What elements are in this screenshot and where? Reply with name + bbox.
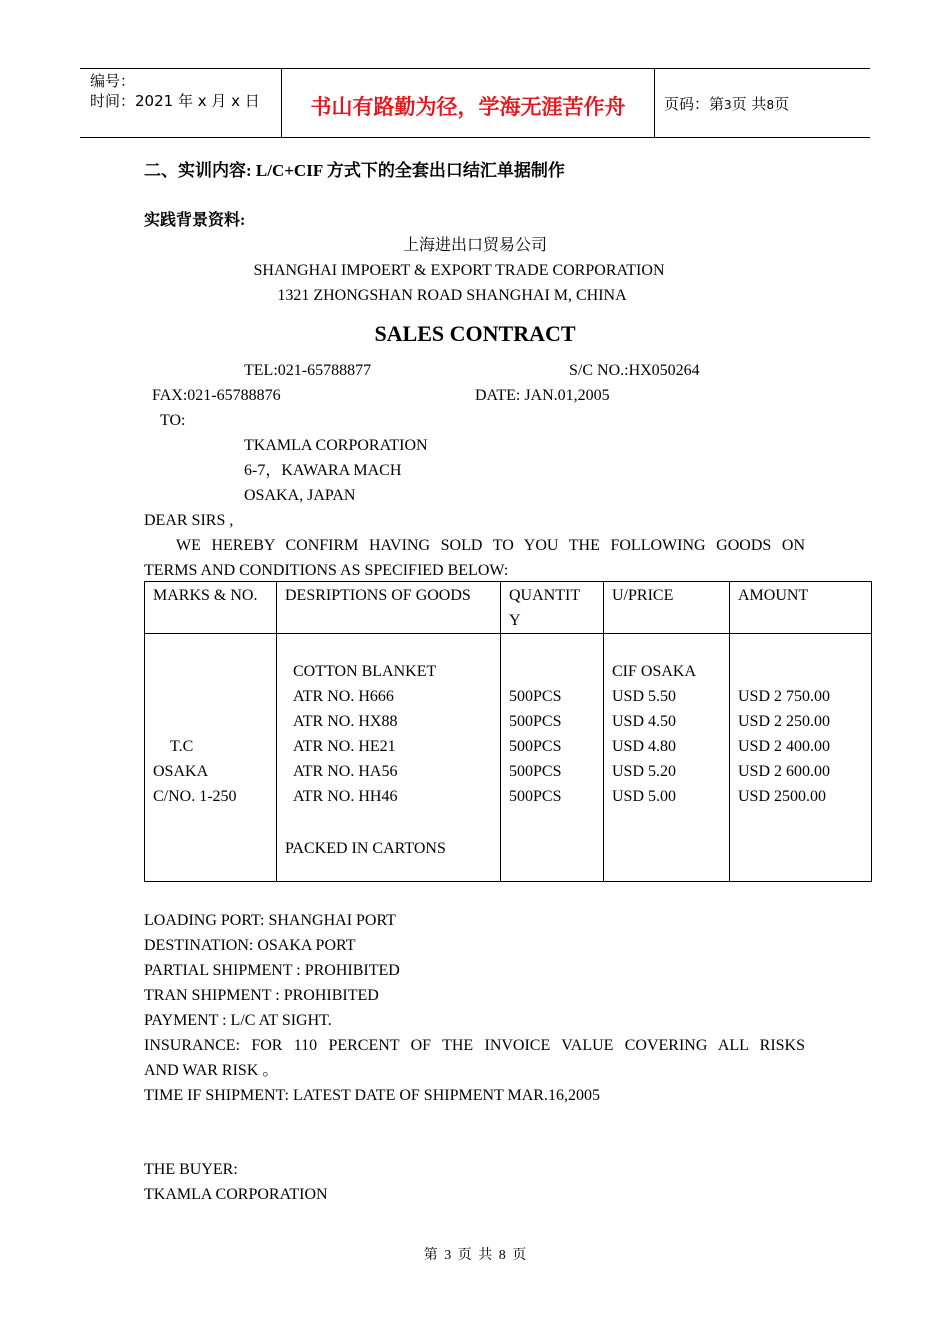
col-header-amount: AMOUNT: [730, 582, 872, 634]
col-header-marks: MARKS & NO.: [145, 582, 277, 634]
contract-title: SALES CONTRACT: [374, 321, 576, 346]
goods-table: [144, 581, 872, 882]
col-header-description: DESRIPTIONS OF GOODS: [277, 582, 501, 634]
background-label: 实践背景资料:: [144, 212, 246, 229]
description-cell: COTTON BLANKET ATR NO. H666 ATR NO. HX88 ATR NO. HE21 ATR NO. HA56 ATR NO. HH46 PACKED IN CARTONS: [277, 634, 501, 882]
partial-shipment: PARTIAL SHIPMENT : PROHIBITED: [144, 962, 400, 979]
page-footer: 第 3 页 共 8 页: [423, 1248, 527, 1263]
tel: TEL:021-65788877: [244, 362, 372, 379]
payment-term: PAYMENT : L/C AT SIGHT.: [144, 1012, 332, 1029]
company-name-en: SHANGHAI IMPOERT & EXPORT TRADE CORPORATION: [253, 262, 665, 279]
insurance-term: AND WAR RISK 。: [144, 1062, 279, 1079]
buyer-label: THE BUYER:: [144, 1161, 238, 1178]
company-address: 1321 ZHONGSHAN ROAD SHANGHAI M, CHINA: [277, 287, 627, 304]
amount-cell: USD 2 750.00 USD 2 250.00 USD 2 400.00 USD 2 600.00 USD 2500.00: [730, 634, 872, 882]
unit-price-cell: CIF OSAKA USD 5.50 USD 4.50 USD 4.80 USD 5.20 USD 5.00: [604, 634, 730, 882]
col-header-quantity: QUANTIT Y: [501, 582, 604, 634]
marks-cell: T.C OSAKA C/NO. 1-250: [145, 634, 277, 882]
intro-line: TERMS AND CONDITIONS AS SPECIFIED BELOW:: [144, 562, 509, 579]
date-label: 时间：2021 年 x 月 x 日: [90, 92, 260, 110]
company-name-cn: 上海进出口贸易公司: [402, 237, 547, 254]
fax: FAX:021-65788876: [152, 387, 281, 404]
col-header-unit-price: U/PRICE: [604, 582, 730, 634]
header-motto: 书山有路勤为径，学海无涯苦作舟: [310, 95, 626, 119]
loading-port: LOADING PORT: SHANGHAI PORT: [144, 912, 396, 929]
intro-line: WE HEREBY CONFIRM HAVING SOLD TO YOU THE FOLLOWING GOODS ON: [176, 537, 805, 554]
serial-label: 编号：: [90, 72, 136, 90]
table-row: [145, 634, 872, 882]
buyer-address-line: 6-7，KAWARA MACH: [244, 462, 402, 479]
buyer-address-line: OSAKA, JAPAN: [244, 487, 356, 504]
to-label: TO:: [160, 412, 186, 429]
quantity-cell: 500PCS 500PCS 500PCS 500PCS 500PCS: [501, 634, 604, 882]
buyer-name: TKAMLA CORPORATION: [144, 1186, 328, 1203]
page-header: [80, 68, 870, 138]
section-title: 二、实训内容: L/C+CIF 方式下的全套出口结汇单据制作: [144, 161, 565, 180]
buyer-address-line: TKAMLA CORPORATION: [244, 437, 428, 454]
salutation: DEAR SIRS ,: [144, 512, 234, 529]
table-header-row: [145, 582, 872, 634]
shipment-time: TIME IF SHIPMENT: LATEST DATE OF SHIPMENT MAR.16,2005: [144, 1087, 600, 1104]
destination: DESTINATION: OSAKA PORT: [144, 937, 356, 954]
insurance-term: INSURANCE: FOR 110 PERCENT OF THE INVOICE VALUE COVERING ALL RISKS: [144, 1037, 805, 1054]
header-page-info: 页码：第3页 共8页: [664, 95, 790, 113]
tran-shipment: TRAN SHIPMENT : PROHIBITED: [144, 987, 379, 1004]
header-meta: [90, 71, 260, 111]
contract-date: DATE: JAN.01,2005: [475, 387, 610, 404]
sc-number: S/C NO.:HX050264: [569, 362, 700, 379]
header-divider: [654, 69, 655, 137]
